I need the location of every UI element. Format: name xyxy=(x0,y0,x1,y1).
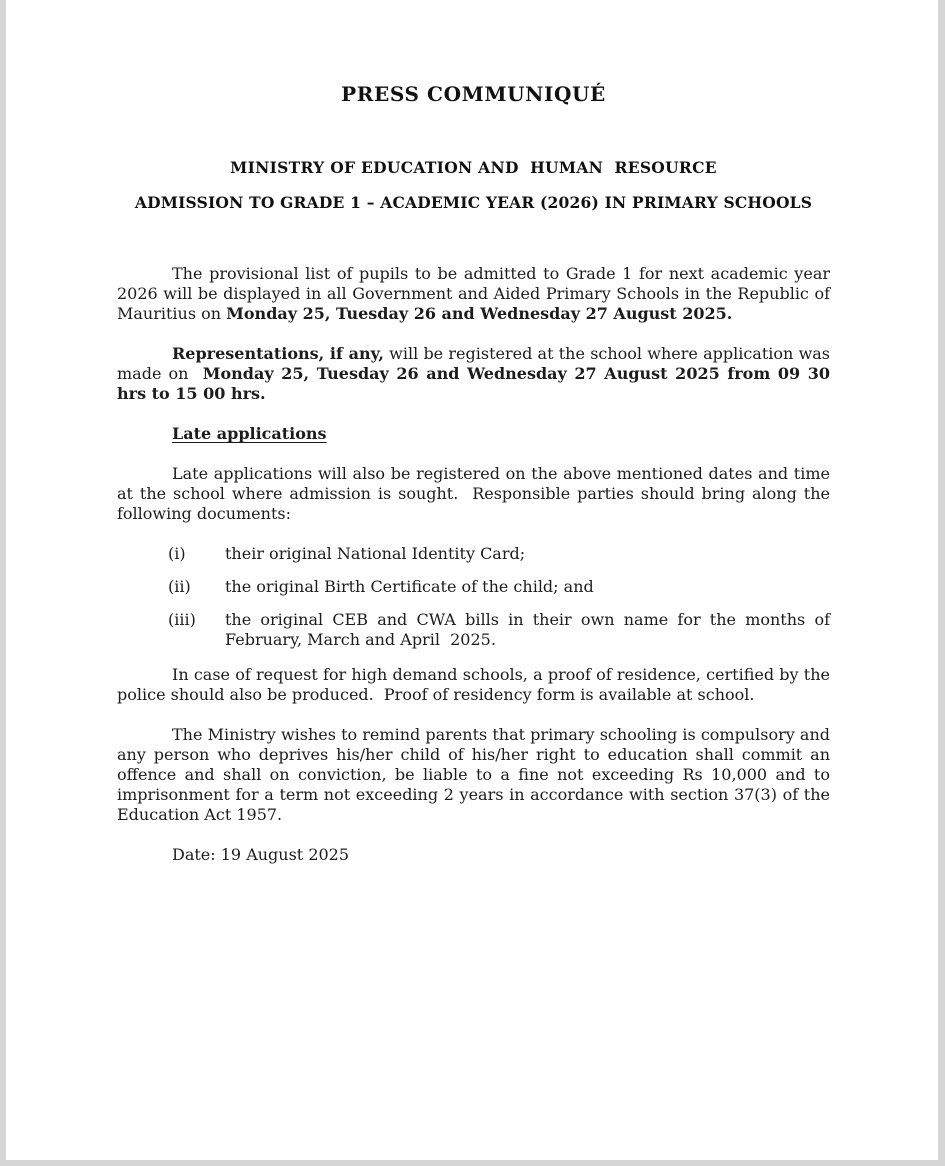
document-body xyxy=(117,264,830,865)
text-run: Monday 25, Tuesday 26 and Wednesday 27 August 2025 from 09 30 hrs to 15 00 hrs. xyxy=(117,364,831,403)
list-item xyxy=(117,544,830,564)
text-run: The provisional list of pupils to be admitted to Grade 1 for next academic year 2026 will be displayed in all Government and Aided Primary Schools in the Republic of Mauritius on xyxy=(117,264,830,323)
scan-edge-bottom xyxy=(0,1160,945,1166)
press-communique-title: PRESS COMMUNIQUÉ xyxy=(341,82,606,106)
paragraph-ministry-reminder xyxy=(117,725,830,825)
paragraph-high-demand-schools xyxy=(117,665,830,705)
paragraph-representations xyxy=(117,344,830,404)
list-item-marker: (iii) xyxy=(168,610,196,629)
list-item xyxy=(117,577,830,597)
text-run: Late applications will also be registered on the above mentioned dates and time at the school where admission is sought. Responsible parties should bring along the following documents: xyxy=(117,464,830,523)
list-item-text: the original CEB and CWA bills in their own name for the months of February, March and April 2025. xyxy=(225,610,830,649)
list-item-text: their original National Identity Card; xyxy=(225,544,526,563)
list-item-text: the original Birth Certificate of the child; and xyxy=(225,577,594,596)
document-content xyxy=(117,0,830,885)
paragraph-late-applications xyxy=(117,464,830,524)
date-line: Date: 19 August 2025 xyxy=(172,845,350,864)
list-item xyxy=(117,610,830,650)
text-run: Monday 25, Tuesday 26 and Wednesday 27 August 2025. xyxy=(226,304,733,323)
list-item-marker: (i) xyxy=(168,544,186,563)
text-run: In case of request for high demand schools, a proof of residence, certified by the police should also be produced. Proof of residency form is available at school. xyxy=(117,665,830,704)
text-run: The Ministry wishes to remind parents that primary schooling is compulsory and any person who deprives his/her child of his/her right to education shall commit an offence and shall on conviction, be liable to a fine not exceeding Rs 10,000 and to imprisonment for a term not exceeding 2 years in accordance with section 37(3) of the Education Act 1957. xyxy=(117,725,830,824)
text-run: will be registered at the school where application was made on xyxy=(117,344,831,383)
list-item-marker: (ii) xyxy=(168,577,191,596)
required-documents-list xyxy=(117,544,830,650)
admission-heading: ADMISSION TO GRADE 1 – ACADEMIC YEAR (2026) IN PRIMARY SCHOOLS xyxy=(134,193,813,212)
text-run: Representations, if any, xyxy=(172,344,384,363)
paragraph-provisional-list xyxy=(117,264,830,324)
late-applications-heading-text: Late applications xyxy=(172,424,327,443)
scan-edge-left xyxy=(0,0,6,1166)
scan-edge-right xyxy=(938,0,945,1166)
late-applications-heading xyxy=(117,424,830,444)
ministry-heading: MINISTRY OF EDUCATION AND HUMAN RESOURCE xyxy=(230,158,717,177)
